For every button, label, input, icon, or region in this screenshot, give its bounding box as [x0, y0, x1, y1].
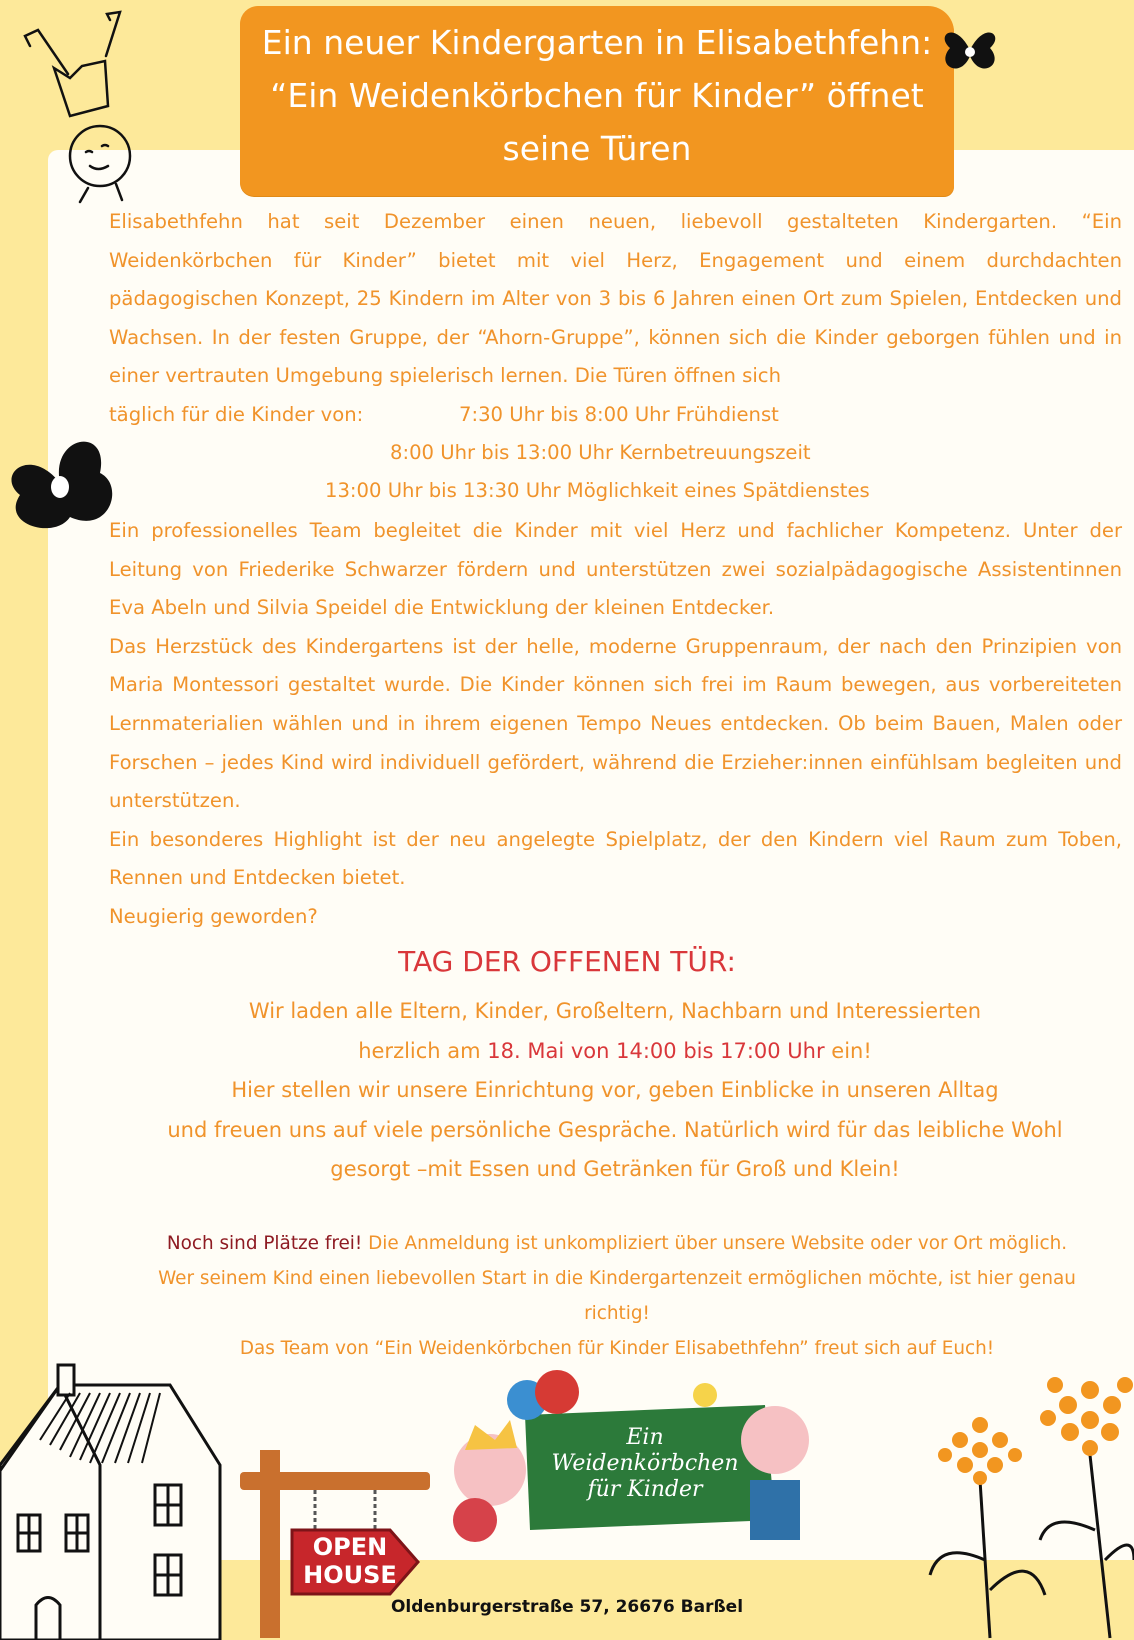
registration-line-1 [102, 1226, 1132, 1261]
open-day-line-1: Wir laden alle Eltern, Kinder, Großeltern, Nachbarn und Interessierten [248, 999, 982, 1023]
team-paragraph: Ein professionelles Team begleitet die Kinder mit viel Herz und fachlicher Kompetenz. Unter der Leitung von Friederike Schwarzer fördern und unterstützen zwei sozialpädagogische Assistentinnen Eva Abeln und Silvia Speidel die Entwicklung der kleinen Entdecker. [109, 519, 1122, 620]
open-house-label [300, 1533, 400, 1589]
curious-line: Neugierig geworden? [109, 904, 318, 928]
open-day-line-3: Hier stellen wir unsere Einrichtung vor, geben Einblicke in unseren Alltag [231, 1078, 999, 1102]
open-day-block [100, 992, 1130, 1190]
open-day-date: 18. Mai von 14:00 bis 17:00 Uhr [487, 1038, 825, 1063]
title-banner [240, 6, 954, 196]
body-text-lower [109, 512, 1122, 937]
registration-closing: Das Team von “Ein Weidenkörbchen für Kinder Elisabethfehn” freut sich auf Euch! [239, 1338, 995, 1359]
registration-line-2: Wer seinem Kind einen liebevollen Start in die Kindergartenzeit ermöglichen möchte, ist hier genau [158, 1268, 1076, 1289]
title-line-2: “Ein Weidenkörbchen für Kinder” öffnet [270, 76, 924, 115]
logo-line-2: Weidenkörbchen [551, 1451, 739, 1476]
playground-paragraph: Ein besonderes Highlight ist der neu angelegte Spielplatz, der den Kindern viel Raum zum Toben, Rennen und Entdecken bietet. [109, 827, 1122, 890]
body-text [109, 203, 1122, 435]
sign-line-1: OPEN [312, 1533, 388, 1561]
butterfly-icon [935, 20, 1005, 80]
page-title [240, 6, 954, 175]
title-line-1: Ein neuer Kindergarten in Elisabethfehn: [261, 23, 933, 62]
hours-item-1: 7:30 Uhr bis 8:00 Uhr Frühdienst [459, 403, 779, 426]
registration-line-3: richtig! [584, 1303, 650, 1324]
logo-line-1: Ein [626, 1425, 664, 1450]
child-doodle-icon [10, 6, 140, 206]
logo-text [535, 1425, 755, 1503]
open-day-line-4: und freuen uns auf viele persönliche Gespräche. Natürlich wird für das leibliche Wohl [167, 1117, 1063, 1142]
title-line-3: seine Türen [502, 129, 692, 168]
hours-item-2: 8:00 Uhr bis 13:00 Uhr Kernbetreuungszeit [390, 441, 811, 464]
open-day-line-2-pre: herzlich am [358, 1038, 488, 1063]
registration-text-1: Die Anmeldung ist unkompliziert über unsere Website oder vor Ort möglich. [362, 1233, 1068, 1254]
butterfly-icon [0, 425, 118, 537]
open-day-line-2-post: ein! [824, 1038, 872, 1063]
sign-line-2: HOUSE [303, 1561, 397, 1589]
hours-item-3: 13:00 Uhr bis 13:30 Uhr Möglichkeit eines Spätdienstes [325, 479, 870, 502]
registration-highlight: Noch sind Plätze frei! [166, 1233, 363, 1254]
registration-block [102, 1226, 1132, 1366]
intro-paragraph: Elisabethfehn hat seit Dezember einen neuen, liebevoll gestalteten Kindergarten. “Ein Weidenkörbchen für Kinder” bietet mit viel Herz, Engagement und einem durchdachten pädagogischen Konzept, 25 Kindern im Alter von 3 bis 6 Jahren einen Ort zum Spielen, Entdecken und Wachsen. In der festen Gruppe, der “Ahorn-Gruppe”, können sich die Kinder geborgen fühlen und in einer vertrauten Umgebung spielerisch lernen. Die Türen öffnen sich [109, 210, 1122, 388]
open-day-heading: TAG DER OFFENEN TÜR: [398, 945, 736, 978]
room-paragraph: Das Herzstück des Kindergartens ist der helle, moderne Gruppenraum, der nach den Prinzipien von Maria Montessori gestaltet wurde. Die Kinder können sich frei im Raum bewegen, aus vorbereiteten Lernmaterialien wählen und in ihrem eigenen Tempo Neues entdecken. Ob beim Bauen, Malen oder Forschen – jedes Kind wird individuell gefördert, während die Erzieher:innen einfühlsam begleiten und unterstützen. [109, 634, 1122, 813]
open-day-line-5: gesorgt –mit Essen und Getränken für Groß und Klein! [330, 1157, 900, 1181]
open-day-line-2 [100, 1032, 1130, 1072]
hours-lead: täglich für die Kinder von: [109, 402, 364, 426]
logo-line-3: für Kinder [587, 1477, 703, 1502]
address: Oldenburgerstraße 57, 26676 Barßel [390, 1597, 744, 1617]
